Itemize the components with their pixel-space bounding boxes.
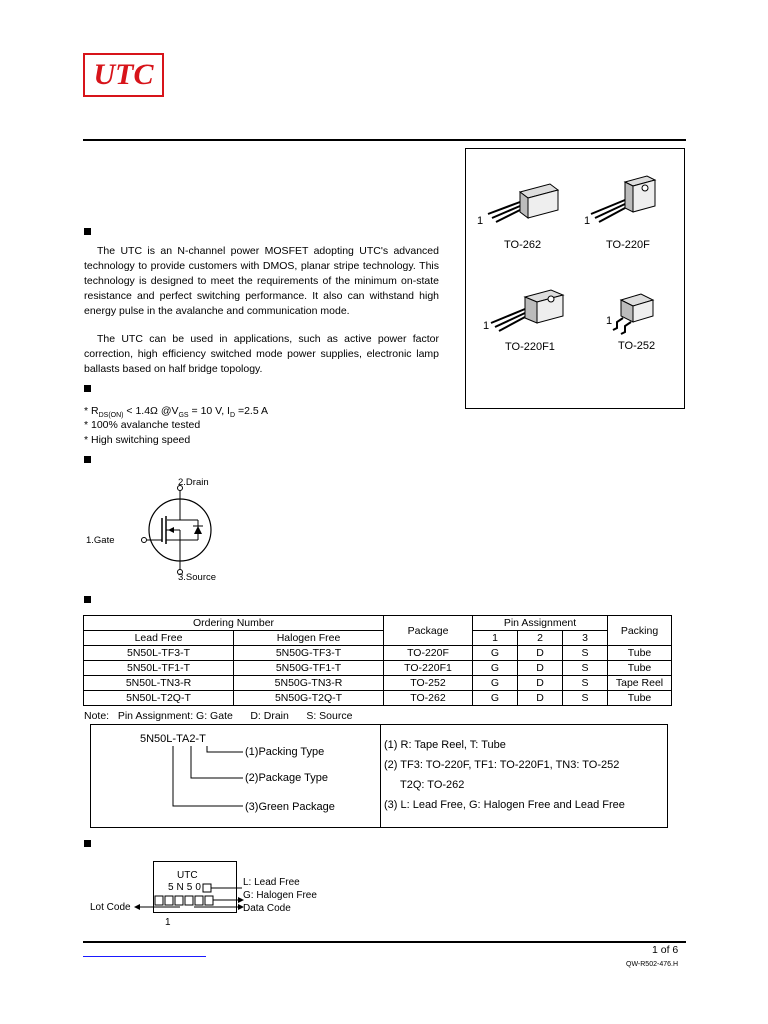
to-220f-label: TO-220F xyxy=(606,239,650,251)
legend-green-package: (3)Green Package xyxy=(245,801,335,813)
symbol-gate: 1.Gate xyxy=(86,535,115,546)
to-262-label: TO-262 xyxy=(504,239,542,251)
footer-link[interactable] xyxy=(83,956,206,957)
marking-data-code: Data Code xyxy=(243,903,291,914)
cell: TO-220F1 xyxy=(384,661,473,676)
to-220f1-package-icon xyxy=(485,285,585,335)
marking-part: 5N50 xyxy=(168,882,204,893)
cell: S xyxy=(563,676,608,691)
description-para-2: The UTC can be used in applications, such as active power factor correction, high efficiency switched mode power supplies, electronic lamp ballasts based on half bridge topology. xyxy=(84,333,439,375)
symbol-source: 3.Source xyxy=(178,572,217,583)
to-252-package-icon xyxy=(605,290,665,335)
mosfet-symbol-icon xyxy=(120,480,230,580)
section-bullet-symbol xyxy=(84,456,91,463)
section-bullet-ordering xyxy=(84,596,91,603)
marking-lead-free: L: Lead Free xyxy=(243,877,300,888)
legend-r1: (1) R: Tape Reel, T: Tube xyxy=(384,739,506,751)
cell: G xyxy=(473,646,518,661)
cell: Tube xyxy=(608,661,672,676)
marking-pin1: 1 xyxy=(165,917,171,928)
cell: 5N50G-TF3-T xyxy=(234,646,384,661)
section-bullet-marking xyxy=(84,840,91,847)
utc-logo: UTC xyxy=(83,53,164,97)
cell: 5N50L-T2Q-T xyxy=(84,691,234,706)
cell: 5N50G-T2Q-T xyxy=(234,691,384,706)
cell: TO-220F xyxy=(384,646,473,661)
legend-brackets xyxy=(165,744,245,816)
header-pin-assignment: Pin Assignment xyxy=(473,616,608,631)
to-252-label: TO-252 xyxy=(618,340,656,352)
to-220f1-pin1: 1 xyxy=(483,320,490,332)
table-row xyxy=(84,646,672,661)
cell: Tube xyxy=(608,691,672,706)
table-row xyxy=(84,676,672,691)
cell: 5N50G-TN3-R xyxy=(234,676,384,691)
legend-r2: (2) TF3: TO-220F, TF1: TO-220F1, TN3: TO-252 xyxy=(384,759,620,771)
cell: G xyxy=(473,691,518,706)
cell: Tube xyxy=(608,646,672,661)
page-number: 1 of 6 xyxy=(652,944,679,956)
cell: S xyxy=(563,646,608,661)
feature-rdson: * $R_{DS(ON)} < 1.4\Omega$ $@V_{GS} = 10$ V, $I_D =2.5$ A xyxy=(84,405,269,420)
legend-packing-type: (1)Packing Type xyxy=(245,746,325,758)
table-row xyxy=(84,691,672,706)
cell: Tape Reel xyxy=(608,676,672,691)
cell: 5N50L-TF3-T xyxy=(84,646,234,661)
document-number: QW-R502-476.H xyxy=(626,961,679,968)
to-252-pin1: 1 xyxy=(606,315,613,327)
ordering-table xyxy=(83,615,672,706)
symbol-drain: 2.Drain xyxy=(178,477,209,488)
description-para-1: The UTC is an N-channel power MOSFET adopting UTC's advanced technology to provide customers with DMOS, planar stripe technology. This technology is designed to meet the requirements of the minimum on-state resistance and perfect switching performance. It also can withstand high energy pulse in the avalanche and communication mode. xyxy=(84,245,439,317)
feature-switching: * High switching speed xyxy=(84,434,191,446)
marking-utc: UTC xyxy=(177,870,198,881)
cell: TO-262 xyxy=(384,691,473,706)
header-pin-2: 2 xyxy=(518,631,563,646)
legend-package-type: (2)Package Type xyxy=(245,772,328,784)
legend-divider xyxy=(380,724,381,828)
cell: D xyxy=(518,676,563,691)
header-package: Package xyxy=(384,616,473,646)
to-262-package-icon xyxy=(480,180,580,230)
cell: G xyxy=(473,661,518,676)
cell: D xyxy=(518,646,563,661)
header-lead-free: Lead Free xyxy=(84,631,234,646)
cell: D xyxy=(518,661,563,676)
header-halogen-free: Halogen Free xyxy=(234,631,384,646)
to-262-pin1: 1 xyxy=(477,215,484,227)
cell: TO-252 xyxy=(384,676,473,691)
to-220f-package-icon xyxy=(585,172,675,227)
header-ordering-number: Ordering Number xyxy=(84,616,384,631)
header-rule xyxy=(83,139,686,141)
footer-rule xyxy=(83,941,686,943)
marking-lot-code: Lot Code xyxy=(90,902,131,913)
cell: 5N50L-TF1-T xyxy=(84,661,234,676)
cell: 5N50L-TN3-R xyxy=(84,676,234,691)
cell: D xyxy=(518,691,563,706)
to-220f-pin1: 1 xyxy=(584,215,591,227)
header-pin-3: 3 xyxy=(563,631,608,646)
marking-code-boxes xyxy=(130,880,250,920)
section-bullet-features xyxy=(84,385,91,392)
legend-part-number: 5N50L-TA2-T xyxy=(140,733,206,745)
legend-r3: (3) L: Lead Free, G: Halogen Free and Lead Free xyxy=(384,799,625,811)
cell: S xyxy=(563,691,608,706)
feature-avalanche: * 100% avalanche tested xyxy=(84,419,201,431)
to-220f1-label: TO-220F1 xyxy=(505,341,555,353)
header-pin-1: 1 xyxy=(473,631,518,646)
cell: S xyxy=(563,661,608,676)
marking-halogen-free: G: Halogen Free xyxy=(243,890,317,901)
cell: G xyxy=(473,676,518,691)
table-row xyxy=(84,661,672,676)
cell: 5N50G-TF1-T xyxy=(234,661,384,676)
legend-r2b: T2Q: TO-262 xyxy=(400,779,465,791)
section-bullet-description xyxy=(84,228,91,235)
ordering-note: Note: Pin Assignment: G: Gate D: Drain S: Source xyxy=(84,710,353,722)
header-packing: Packing xyxy=(608,616,672,646)
